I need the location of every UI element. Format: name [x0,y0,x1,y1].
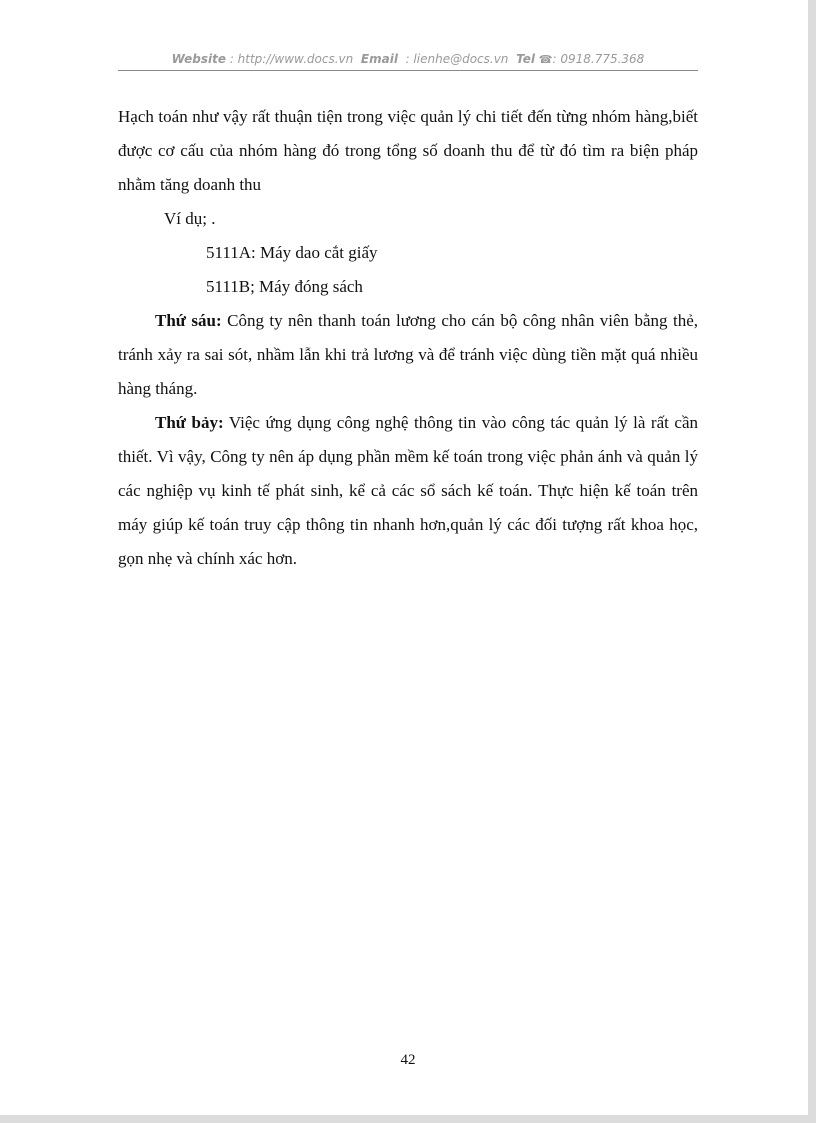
document-body [118,100,698,576]
email-label: Email [360,52,398,66]
page-edge-shadow-right [808,0,816,1123]
header-divider [118,70,698,71]
example-item: 5111A: Máy dao cắt giấy [206,243,378,262]
sixth-lead: Thứ sáu: [155,311,222,330]
example-item: 5111B; Máy đóng sách [206,277,363,296]
page-number: 42 [400,1052,416,1068]
seventh-lead: Thứ bảy: [155,413,224,432]
paragraph-intro: Hạch toán như vậy rất thuận tiện trong việc quản lý chi tiết đến từng nhóm hàng,biết được cơ cấu của nhóm hàng đó trong tổng số doanh thu để từ đó tìm ra biện pháp nhằm tăng doanh thu [118,107,698,194]
example-label: Ví dụ; . [164,209,216,228]
seventh-text: Việc ứng dụng công nghệ thông tin vào công tác quản lý là rất cần thiết. Vì vậy, Công ty nên áp dụng phần mềm kế toán trong việc phản ánh và quản lý các nghiệp vụ kinh tế phát sinh, kể cả các sổ sách kế toán. Thực hiện kế toán trên máy giúp kế toán truy cập thông tin nhanh hơn,quản lý các đối tượng rất khoa học, gọn nhẹ và chính xác hơn. [118,413,698,568]
paragraph-seventh [118,406,698,576]
phone-icon: ☎ [538,53,553,66]
website-label: Website [171,52,226,66]
page-edge-shadow-bottom [0,1115,816,1123]
tel-value: : 0918.775.368 [552,52,645,66]
website-value: : http://www.docs.vn [229,52,354,66]
sixth-text: Công ty nên thanh toán lương cho cán bộ công nhân viên bằng thẻ, tránh xảy ra sai sót, nhầm lẫn khi trả lương và để tránh việc dùng tiền mặt quá nhiều hàng tháng. [118,311,698,398]
tel-label: Tel [516,52,535,66]
page-header [118,52,698,66]
paragraph-sixth [118,304,698,406]
email-value: : lienhe@docs.vn [405,52,509,66]
